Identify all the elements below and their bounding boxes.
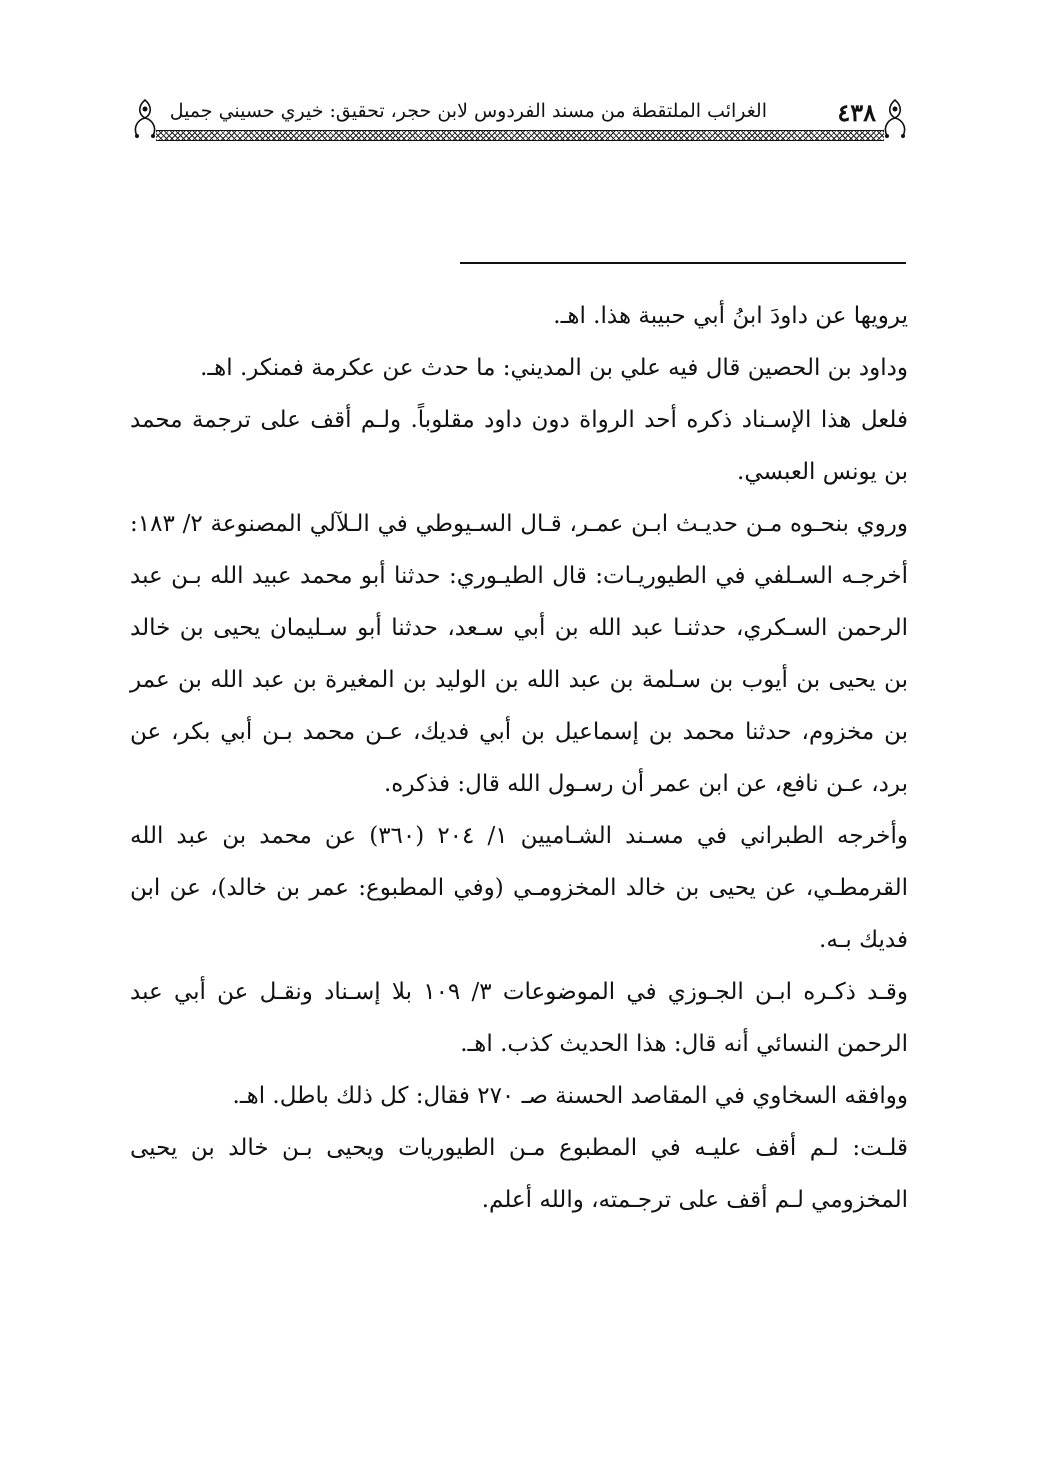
paragraph: وقـد ذكـره ابـن الجـوزي في الموضوعات ٣/ ١٠٩ بلا إسـناد ونقـل عن أبي عبد الرحمن النسائي أنه قال: هذا الحديث كذب. اهـ. [130, 979, 909, 1057]
running-header [128, 96, 912, 146]
header-decorative-band [156, 130, 884, 141]
floral-ornament-icon [128, 96, 162, 140]
footnote-body [130, 290, 908, 1226]
page-number: ٤٣٨ [837, 98, 876, 127]
paragraph: يرويها عن داودَ ابنُ أبي حبيبة هذا. اهـ. [553, 303, 908, 329]
paragraph: قلـت: لـم أقف عليـه في المطبوع مـن الطيوريات ويحيى بـن خالد بن يحيى المخزومي لـم أقف على ترجـمته، والله أعلم. [130, 1135, 908, 1213]
header-title: الغرائب الملتقطة من مسند الفردوس لابن حجر، تحقيق: خيري حسيني جميل [169, 100, 767, 122]
paragraph: وداود بن الحصين قال فيه علي بن المديني: ما حدث عن عكرمة فمنكر. اهـ. [200, 355, 908, 381]
paragraph: وأخرجه الطبراني في مسـند الشـاميين ١/ ٢٠٤ (٣٦٠) عن محمد بن عبد الله القرمطـي، عن يحيى بن خالد المخزومـي (وفي المطبوع: عمر بن خالد)، عن ابن فديك بـه. [130, 823, 908, 953]
paragraph: ووافقه السخاوي في المقاصد الحسنة صـ ٢٧٠ فقال: كل ذلك باطل. اهـ. [232, 1083, 908, 1109]
paragraph: فلعل هذا الإسـناد ذكره أحد الرواة دون داود مقلوباً. ولـم أقف على ترجمة محمد بن يونس العبسي. [130, 407, 908, 485]
footnote-separator [460, 262, 906, 264]
paragraph: وروي بنحـوه مـن حديـث ابـن عمـر، قـال السـيوطي في الـلآلي المصنوعة ٢/ ١٨٣: أخرجـه السـلفي في الطيوريـات: قال الطيـوري: حدثنا أبو محمد عبيد الله بـن عبد الرحمن السـكري، حدثنـا عبد الله بن أبي سـعد، حدثنا أبو سـليمان يحيى بن خالد بن يحيى بن أيوب بن سـلمة بن عبد الله بن الوليد بن المغيرة بن عبد الله بن عمر بن مخزوم، حدثنا محمد بن إسماعيل بن أبي فديك، عـن محمد بـن أبي بكر، عن برد، عـن نافع، عن ابن عمر أن رسـول الله قال: فذكره. [130, 511, 908, 797]
